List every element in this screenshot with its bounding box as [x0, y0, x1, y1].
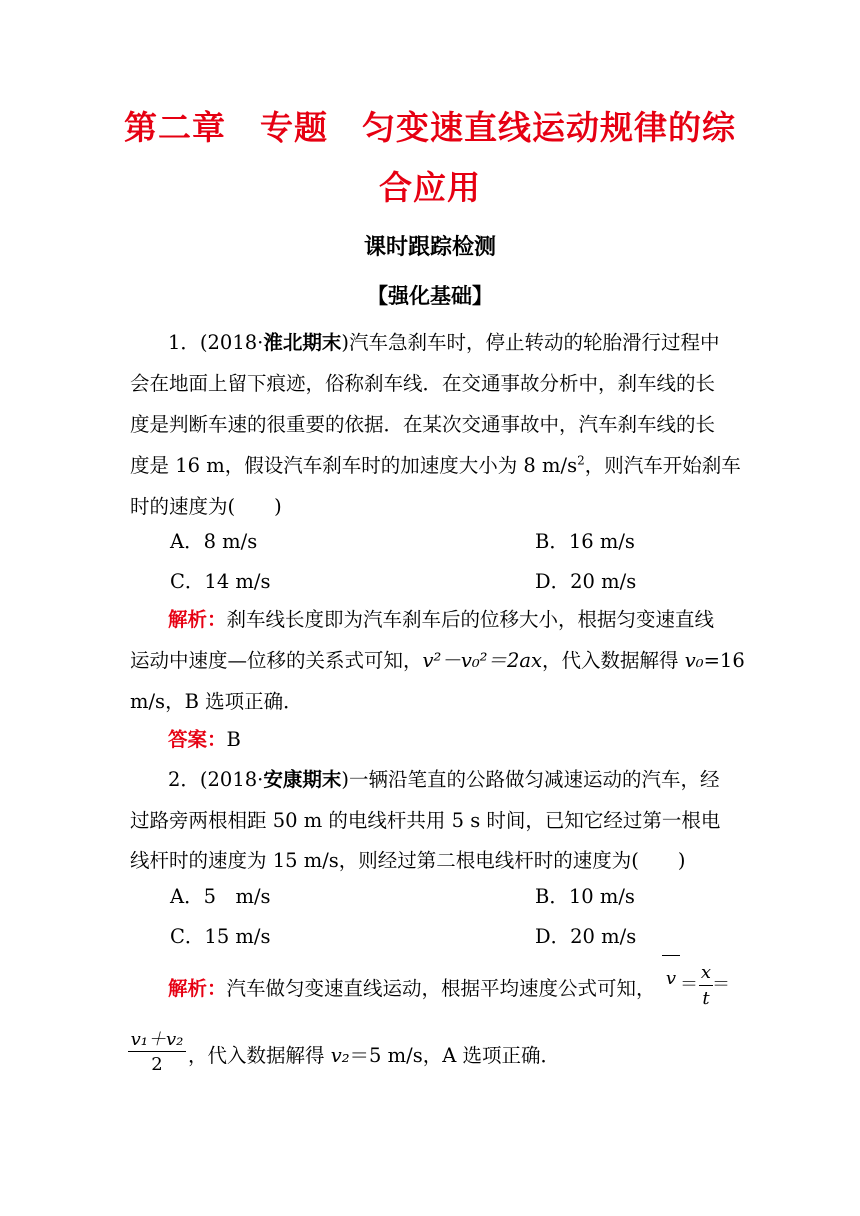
q1-line-3: 度是判断车速的很重要的依据．在某次交通事故中，汽车刹车线的长	[130, 413, 716, 436]
q2-frac-t: t	[702, 988, 710, 1009]
q1-text-4: 度是 16 m，假设汽车刹车时的加速度大小为 8 m/s	[130, 454, 578, 477]
q1-analysis-text-1: 刹车线长度即为汽车刹车后的位移大小，根据匀变速直线	[226, 608, 715, 631]
q1-analysis-text-2: 运动中速度—位移的关系式可知，	[130, 649, 423, 672]
q1-analysis-line-3: m/s，B 选项正确．	[130, 690, 303, 713]
q1-text-5: ，则汽车开始刹车	[584, 454, 741, 477]
q2-frac-x-bar	[699, 985, 713, 986]
q2-text-1: )一辆沿笔直的公路做匀减速运动的汽车，经	[341, 768, 720, 791]
q2-frac-bar	[128, 1051, 186, 1052]
section-heading: 【强化基础】	[367, 284, 493, 308]
q1-superscript: 2	[577, 453, 585, 468]
q1-line-1	[168, 327, 719, 355]
q2-number: 2．(2018·	[168, 768, 264, 791]
q2-line-2: 过路旁两根相距 50 m 的电线杆共用 5 s 时间，已知它经过第一根电	[130, 809, 721, 832]
q1-answer-value: B	[226, 728, 241, 751]
q1-formula: v²－v₀²＝2ax	[422, 649, 543, 672]
q2-analysis-label: 解析：	[168, 977, 227, 1000]
q2-line-3: 线杆时的速度为 15 m/s，则经过第二根电线杆时的速度为( )	[130, 849, 686, 872]
q1-analysis-label: 解析：	[168, 608, 227, 631]
q2-analysis-line-1	[168, 973, 656, 1001]
q1-option-d: D．20 m/s	[535, 570, 637, 593]
q1-option-a: A．8 m/s	[170, 530, 258, 553]
q2-equals-2: ＝	[712, 974, 730, 995]
q1-answer-label: 答案：	[168, 728, 227, 751]
q2-option-c: C．15 m/s	[170, 925, 271, 948]
q1-answer	[168, 724, 241, 752]
q2-equals-1: ＝	[680, 974, 698, 995]
q1-line-4	[130, 450, 741, 478]
q1-analysis-text-3: ，代入数据解得	[542, 649, 685, 672]
q1-option-b: B．16 m/s	[535, 530, 635, 553]
q1-line-5: 时的速度为( )	[130, 495, 282, 518]
page-title-line1: 第二章 专题 匀变速直线运动规律的综	[124, 108, 736, 147]
q2-analysis-text-1: 汽车做匀变速直线运动，根据平均速度公式可知，	[226, 977, 656, 1000]
page-title-line2: 合应用	[379, 168, 481, 207]
q2-frac-numerator: v₁＋v₂	[130, 1029, 184, 1050]
q2-analysis-line-2	[188, 1040, 560, 1068]
q2-option-a: A．5 m/s	[170, 885, 271, 908]
q2-frac-x: x	[700, 962, 712, 983]
q2-analysis-text-2: ，代入数据解得	[188, 1044, 331, 1067]
q1-text-1: )汽车急刹车时，停止转动的轮胎滑行过程中	[341, 331, 720, 354]
q2-v2: v₂	[330, 1044, 350, 1067]
q1-analysis-text-4: =16	[703, 649, 745, 672]
q2-analysis-text-3: ＝5 m/s，A 选项正确．	[349, 1044, 561, 1067]
q2-average-velocity: v	[662, 955, 680, 989]
q2-line-1	[168, 764, 719, 792]
q2-option-d: D．20 m/s	[535, 925, 637, 948]
q1-analysis-line-2	[130, 645, 745, 673]
subtitle: 课时跟踪检测	[363, 235, 496, 260]
q1-v0: v₀	[684, 649, 704, 672]
q2-source: 安康期末	[263, 768, 342, 791]
q1-source: 淮北期末	[263, 331, 342, 354]
q1-analysis-line-1	[168, 604, 714, 632]
q1-number: 1．(2018·	[168, 331, 264, 354]
q1-line-2: 会在地面上留下痕迹，俗称刹车线．在交通事故分析中，刹车线的长	[130, 372, 716, 395]
q1-option-c: C．14 m/s	[170, 570, 271, 593]
q2-option-b: B．10 m/s	[535, 885, 635, 908]
q2-frac-denominator: 2	[151, 1054, 163, 1075]
